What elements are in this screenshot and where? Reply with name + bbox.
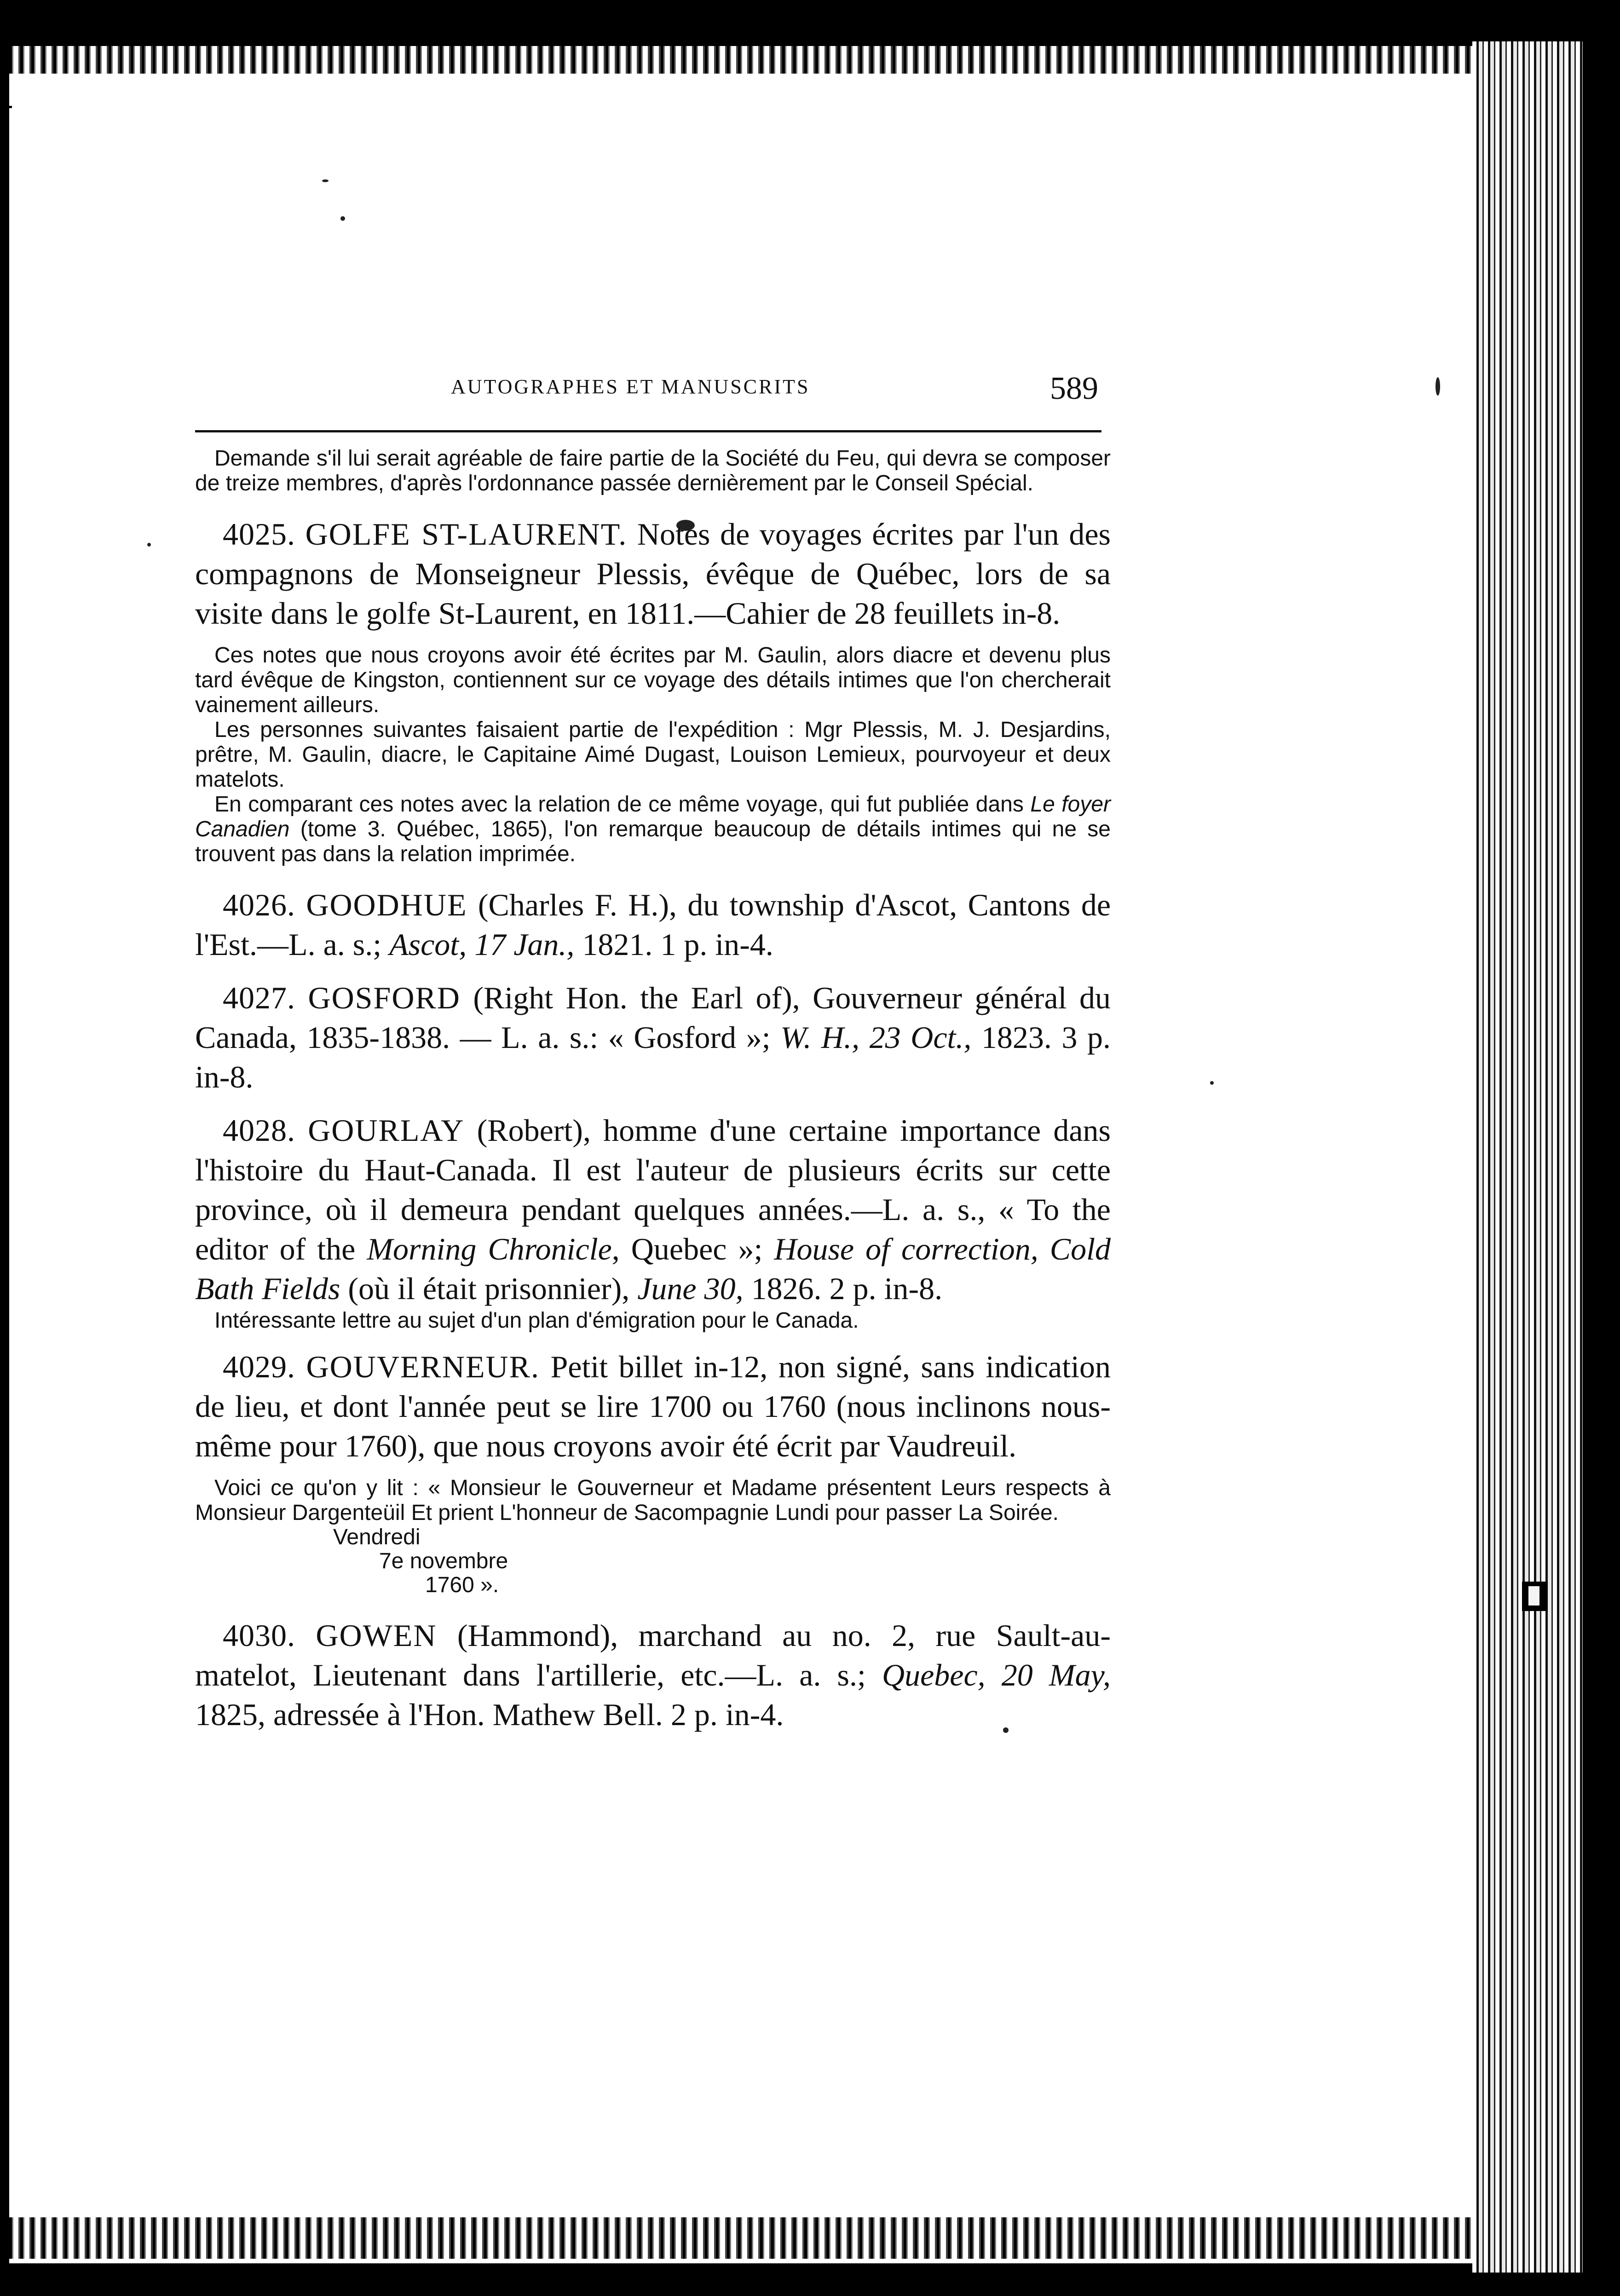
entry-note: Les personnes suivantes faisaient partie de l'expédition : Mgr Plessis, M. J. Desjardins, prêtre, M. Gaulin, diacre, le Capitaine Aimé Dugast, Louison Lemieux, pourvoyeur et deux matelots. [195, 718, 1111, 792]
entry-name: GOUVERNEUR. [306, 1349, 540, 1384]
entry-text: (où il était prisonnier), [340, 1271, 638, 1306]
scan-speck [322, 179, 329, 182]
entry-text: 1826. 2 p. in-8. [743, 1271, 943, 1306]
top-scan-edge [9, 46, 1472, 74]
entry-date: June 30, [637, 1271, 744, 1306]
quote-signoff-year: 1760 ». [425, 1573, 499, 1597]
entry-place-date: Quebec, 20 May, [882, 1657, 1111, 1692]
entry-name: GOWEN [316, 1618, 437, 1653]
entry-number: 4028. [223, 1113, 295, 1148]
scan-speck [147, 543, 151, 547]
entry-number: 4027. [223, 980, 295, 1015]
entry-note: Intéressante lettre au sujet d'un plan d'émigration pour le Canada. [214, 1308, 859, 1333]
entry-name: GOODHUE [306, 887, 467, 922]
entry-text: (Hammond), marchand au no. 2, rue Sault-au-matelot, Lieutenant dans l'artillerie, etc.—L. a. s.; [195, 1618, 1111, 1692]
note-text: (tome 3. Québec, 1865), l'on remarque beaucoup de détails intimes qui ne se trouvent pas dans la relation imprimée. [195, 817, 1111, 866]
entry-4025 [195, 514, 1111, 633]
entry-note: Ces notes que nous croyons avoir été écrites par M. Gaulin, alors diacre et devenu plus tard évêque de Kingston, contiennent sur ce voyage des détails intimes que l'on chercherait vainement ailleurs. [195, 643, 1111, 717]
header-rule [195, 430, 1101, 432]
entry-4030 [195, 1616, 1111, 1734]
entry-text: 1821. 1 p. in-4. [574, 927, 773, 962]
entry-4029 [195, 1347, 1111, 1466]
scan-speck [1210, 1081, 1214, 1085]
entry-text: (Charles F. H.), du township d'Ascot, Cantons de l'Est.—L. a. s.; [195, 887, 1111, 962]
note-text: En comparant ces notes avec la relation de ce même voyage, qui fut publiée dans [214, 792, 1031, 817]
entry-text: (Robert), homme d'une certaine importance dans l'histoire du Haut-Canada. Il est l'auteur de plusieurs écrits sur cette province, où il demeura pendant quelques années.—L. a. s., « To the editor of the [195, 1113, 1111, 1266]
left-edge-mark [0, 106, 12, 108]
entry-number: 4029. [223, 1349, 295, 1384]
page-number: 589 [1050, 371, 1098, 406]
entry-4027 [195, 978, 1111, 1097]
entry-place: House of correction, Cold Bath Fields [195, 1231, 1111, 1306]
entry-number: 4030. [223, 1618, 295, 1653]
entry-text: 1823. 3 p. in-8. [195, 1020, 1111, 1094]
running-header [451, 370, 1102, 416]
scan-speck [340, 216, 345, 221]
entry-note: Voici ce qu'on y lit : « Monsieur le Gouverneur et Madame présentent Leurs respects à Monsieur Dargenteüil Et prient L'honneur de Sacompagnie Lundi pour passer La Soirée. [195, 1476, 1111, 1525]
quote-signoff-date: 7e novembre [379, 1549, 508, 1573]
entry-number: 4025. [223, 517, 295, 552]
entry-newspaper: Morning Chronicle [367, 1231, 612, 1266]
bottom-scan-edge [9, 2217, 1472, 2259]
entry-text: 1825, adressée à l'Hon. Mathew Bell. 2 p. in-4. [195, 1697, 784, 1732]
entry-4028 [195, 1111, 1111, 1308]
opening-note: Demande s'il lui serait agréable de faire partie de la Société du Feu, qui devra se composer de treize membres, d'après l'ordonnance passée dernièrement par le Conseil Spécial. [195, 446, 1111, 495]
text-column [195, 446, 1111, 1734]
clip-mark [1522, 1582, 1548, 1611]
entry-text: Notes de voyages écrites par l'un des compagnons de Monseigneur Plessis, évêque de Québec, lors de sa visite dans le golfe St-Laurent, en 1811.—Cahier de 28 feuillets in-8. [195, 517, 1111, 631]
scan-speck [1436, 377, 1440, 396]
right-scan-edge [1472, 41, 1583, 2273]
entry-place-date: Ascot, 17 Jan., [389, 927, 575, 962]
entry-text: Petit billet in-12, non signé, sans indication de lieu, et dont l'année peut se lire 1700 ou 1760 (nous inclinons nous-même pour 1760), que nous croyons avoir été écrit par Vaudreuil. [195, 1349, 1111, 1463]
entry-number: 4026. [223, 887, 295, 922]
entry-4026 [195, 885, 1111, 964]
entry-name: GOLFE ST-LAURENT. [305, 517, 628, 552]
entry-text: (Right Hon. the Earl of), Gouverneur général du Canada, 1835-1838. — L. a. s.: « Gosford »; [195, 980, 1111, 1055]
header-title: AUTOGRAPHES ET MANUSCRITS [451, 375, 810, 398]
quote-signoff-day: Vendredi [333, 1525, 421, 1549]
entry-text: , Quebec »; [611, 1231, 774, 1266]
entry-place-date: W. H., 23 Oct., [780, 1020, 972, 1055]
entry-name: GOSFORD [308, 980, 461, 1015]
entry-name: GOURLAY [308, 1113, 465, 1148]
note-title: Le foyer Canadien [195, 792, 1111, 841]
entry-note [195, 792, 1111, 867]
